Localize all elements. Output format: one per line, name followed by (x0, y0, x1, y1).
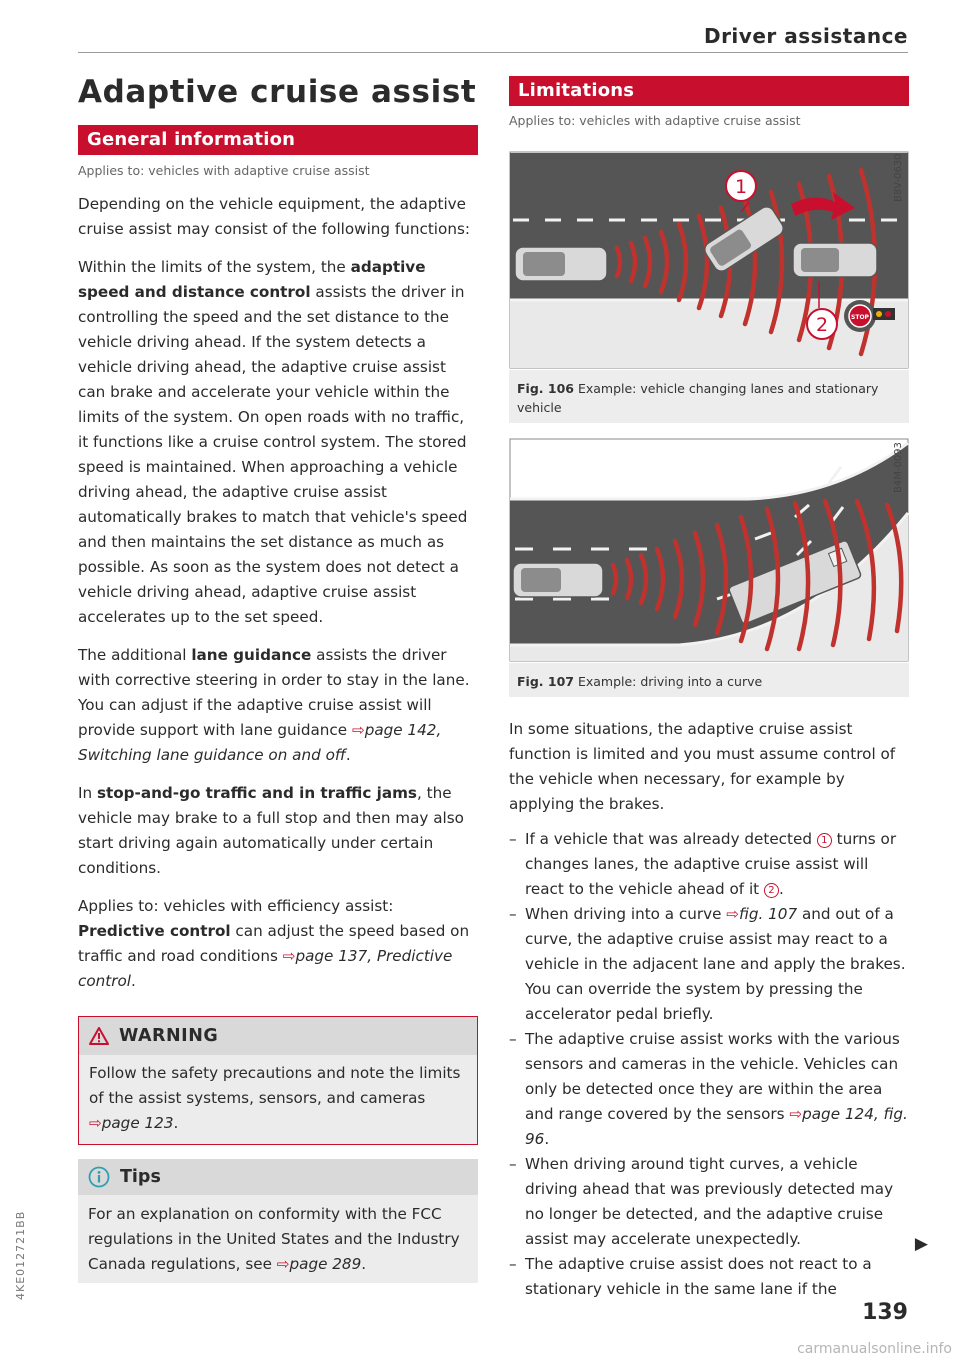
warning-header (79, 1017, 477, 1055)
paragraph-stop-and-go: In stop-and-go traffic and in traffic jams, the vehicle may brake to a full stop and then may also start driving again automatically under certain conditions. (78, 784, 464, 877)
paragraph-intro: Depending on the vehicle equipment, the adaptive cruise assist may consist of the following functions: (78, 195, 470, 238)
tips-text: For an explanation on conformity with the FCC regulations in the United States and the Industry Canada regulations, see ⇨page 289. (88, 1205, 460, 1273)
link-page-123[interactable]: page 123 (101, 1114, 174, 1132)
term-stop-and-go: stop-and-go traffic and in traffic jams (96, 784, 417, 802)
figure-code: B8V-0630 (893, 153, 904, 202)
arrow-icon: ⇨ (89, 1114, 102, 1132)
list-item: – If a vehicle that was already detected 1 turns or changes lanes, the adaptive cruise assist will react to the vehicle ahead of it 2 . (509, 827, 909, 902)
figure-107-illustration (509, 435, 909, 663)
figure-107 (509, 435, 909, 697)
term-lane-guidance: lane guidance (191, 646, 312, 664)
stop-sign-label: STOP (851, 314, 869, 321)
subsection-heading-limitations: Limitations (509, 76, 909, 106)
paragraph-speed-distance: Within the limits of the system, the adaptive speed and distance control assists the driver in controlling the speed and the set distance to the vehicle driving ahead. If the system detects a vehicle driving ahead, the adaptive cruise assist can brake and accelerate your vehicle within the limits of the system. On open roads with no traffic, it functions like a cruise control system. The stored speed is maintained. When approaching a vehicle driving ahead, the adaptive cruise assist automatically brakes to match that vehicle's speed and then maintains the set distance as much as possible. As soon as the system does not detect a vehicle driving ahead, adaptive cruise assist accelerates up to the set speed. (78, 258, 468, 626)
callout-2-icon: 2 (764, 883, 779, 898)
section-title: Driver assistance (703, 24, 908, 48)
page-title: Adaptive cruise assist (78, 74, 477, 110)
tips-header (78, 1159, 478, 1195)
limitations-list (509, 827, 909, 1302)
document-code: 4KE012721BB (14, 1210, 27, 1300)
right-column (509, 76, 909, 1302)
paragraph-lane-guidance: The additional lane guidance assists the driver with corrective steering in order to stay in the lane. You can adjust if the adaptive cruise assist will provide support with lane guidance ⇨page 142, Switching lane guidance on and off. (78, 646, 470, 764)
continue-arrow-icon: ▶ (914, 1234, 928, 1254)
term-predictive-control: Predictive control (78, 922, 231, 940)
list-item: – The adaptive cruise assist works with the various sensors and cameras in the vehicle. Vehicles can only be detected once they are within the area and range covered by the sensors ⇨page 124, fig. 96. (509, 1027, 909, 1152)
page-number: 139 (862, 1300, 908, 1325)
figure-107-caption: Fig. 107 Example: driving into a curve (517, 674, 763, 689)
arrow-icon: ⇨ (726, 905, 740, 923)
warning-text: Follow the safety precautions and note the limits of the assist systems, sensors, and cameras ⇨page 123. (89, 1064, 461, 1132)
figure-callout-2: 2 (815, 314, 829, 336)
figure-106-illustration (509, 144, 909, 370)
callout-1-icon: 1 (817, 833, 832, 848)
list-item: – When driving around tight curves, a vehicle driving ahead that was previously detected may no longer be detected, and the adaptive cruise assist may accelerate unexpectedly. (509, 1152, 909, 1252)
warning-box (78, 1016, 478, 1145)
figure-label: Fig. 106 (517, 381, 574, 396)
tips-box (78, 1159, 478, 1283)
limitations-intro: In some situations, the adaptive cruise assist function is limited and you must assume control of the vehicle when necessary, for example by applying the brakes. (509, 720, 896, 813)
tips-title: Tips (120, 1167, 161, 1187)
link-page-142[interactable]: page 142, Switching lane guidance on and off (78, 721, 442, 764)
warning-title: WARNING (119, 1026, 219, 1046)
link-page-124[interactable]: page 124, fig. 96 (525, 1105, 908, 1148)
paragraph-predictive-control: Applies to: vehicles with efficiency assist: Predictive control can adjust the speed based on traffic and road conditions ⇨page 137, Predictive control. (78, 897, 470, 990)
figure-callout-1: 1 (734, 176, 748, 198)
link-page-137[interactable]: page 137, Predictive control (78, 947, 453, 990)
list-item: – The adaptive cruise assist does not react to a stationary vehicle in the same lane if the (509, 1252, 909, 1302)
subsection-heading-general: General information (78, 125, 478, 155)
arrow-icon: ⇨ (282, 947, 296, 965)
figure-106 (509, 144, 909, 423)
figure-106-caption: Fig. 106 Example: vehicle changing lanes and stationary vehicle (517, 381, 879, 415)
left-column (78, 74, 478, 1283)
info-icon (88, 1166, 110, 1188)
arrow-icon: ⇨ (276, 1255, 290, 1273)
header-divider (78, 52, 908, 53)
warning-triangle-icon (89, 1027, 109, 1045)
applies-note: Applies to: vehicles with adaptive cruise assist (509, 113, 801, 128)
watermark: carmanualsonline.info (797, 1341, 952, 1357)
figure-code: B4M-0093 (893, 442, 904, 493)
figure-label: Fig. 107 (517, 674, 574, 689)
arrow-icon: ⇨ (351, 721, 365, 739)
arrow-icon: ⇨ (789, 1105, 803, 1123)
link-page-289[interactable]: page 289 (289, 1255, 362, 1273)
link-fig-107[interactable]: fig. 107 (739, 905, 798, 923)
applies-note: Applies to: vehicles with adaptive cruise assist (78, 163, 370, 178)
list-item: – When driving into a curve ⇨fig. 107 and out of a curve, the adaptive cruise assist may react to a vehicle in the adjacent lane and apply the brakes. You can override the system by pressing the accelerator pedal briefly. (509, 902, 909, 1027)
term-speed-distance: adaptive speed and distance control (78, 258, 426, 301)
